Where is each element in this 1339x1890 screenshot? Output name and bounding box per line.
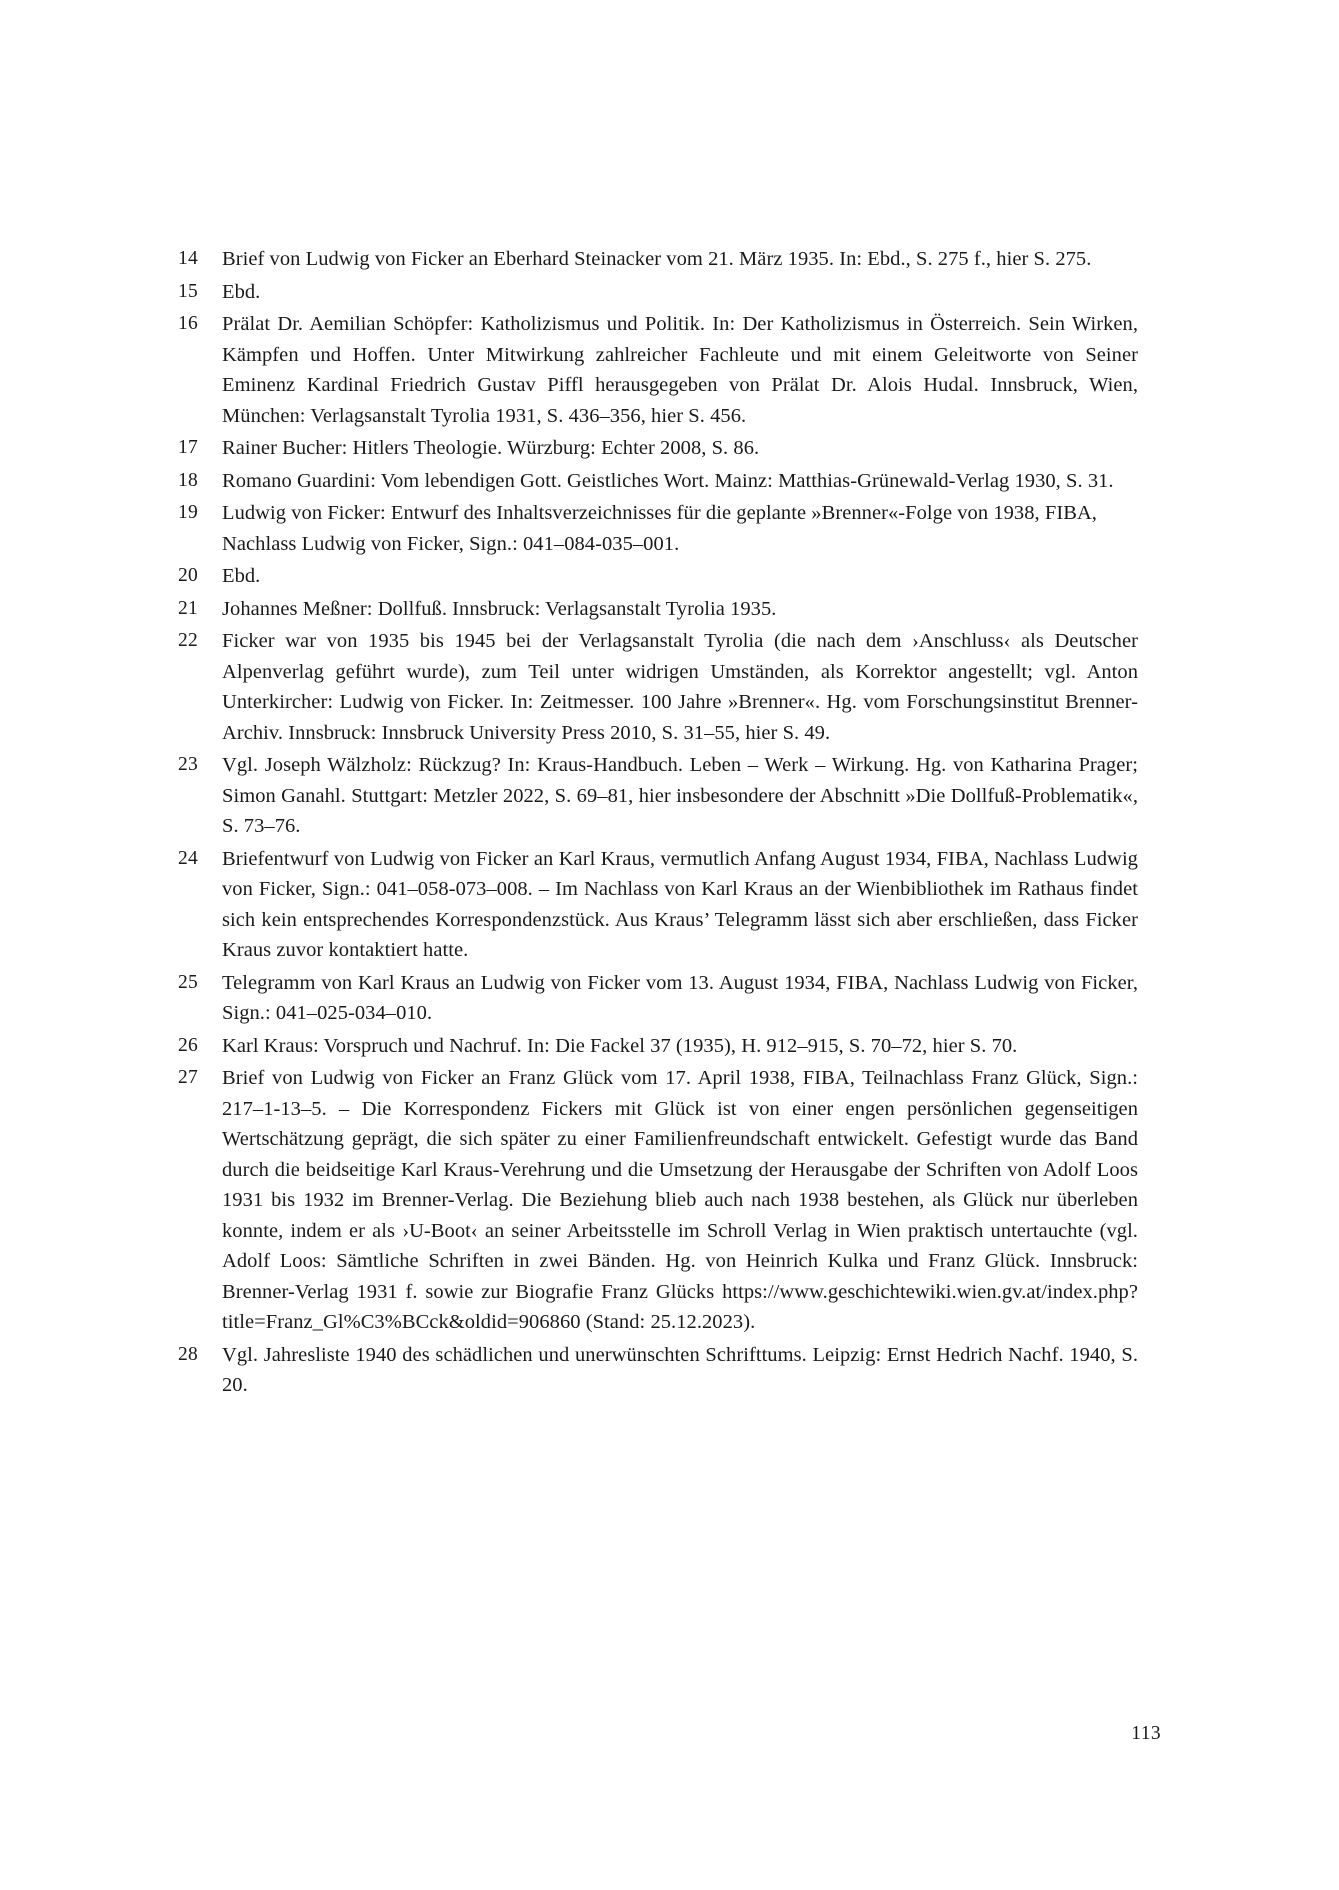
- endnote-number: 27: [178, 1067, 198, 1088]
- endnote-text: Brief von Ludwig von Ficker an Eberhard Steinacker vom 21. März 1935. In: Ebd., S. 275 f., hier S. 275.: [222, 248, 1092, 270]
- endnote-number: 16: [178, 313, 198, 334]
- endnote-item: [178, 309, 1138, 431]
- endnote-number: 23: [178, 754, 198, 775]
- endnote-item: [178, 594, 1138, 625]
- endnote-number: 28: [178, 1343, 198, 1365]
- endnotes-list: [178, 244, 1138, 1403]
- endnote-text: Rainer Bucher: Hitlers Theologie. Würzburg: Echter 2008, S. 86.: [222, 437, 760, 459]
- endnote-number: 19: [178, 502, 198, 523]
- endnote-text: Prälat Dr. Aemilian Schöpfer: Katholizismus und Politik. In: Der Katholizismus in Österreich. Sein Wirken, Kämpfen und Hoffen. Unter Mitwirkung zahlreicher Fachleute und mit einem Geleitworte von Seiner Eminenz Kardinal Friedrich Gustav Piffl herausgegeben von Prälat Dr. Alois Hudal. Innsbruck, Wien, München: Verlagsanstalt Tyrolia 1931, S. 436–356, hier S. 456.: [222, 313, 1138, 427]
- endnote-item: [178, 750, 1138, 842]
- endnote-item: [178, 626, 1138, 748]
- endnote-text: Karl Kraus: Vorspruch und Nachruf. In: Die Fackel 37 (1935), H. 912–915, S. 70–72, hier S. 70.: [222, 1034, 1018, 1057]
- endnote-text: Ficker war von 1935 bis 1945 bei der Verlagsanstalt Tyrolia (die nach dem ›Anschluss‹ als Deutscher Alpenverlag geführt wurde), zum Teil unter widrigen Umständen, als Korrektor angestellt; vgl. Anton Unterkircher: Ludwig von Ficker. In: Zeitmesser. 100 Jahre »Brenner«. Hg. vom Forschungsinstitut Brenner-Archiv. Innsbruck: Innsbruck University Press 2010, S. 31–55, hier S. 49.: [222, 630, 1138, 744]
- endnote-item: [178, 498, 1138, 559]
- endnote-text: Vgl. Joseph Wälzholz: Rückzug? In: Kraus-Handbuch. Leben – Werk – Wirkung. Hg. von Katharina Prager; Simon Ganahl. Stuttgart: Metzler 2022, S. 69–81, hier insbesondere der Abschnitt »Die Dollfuß-Problematik«, S. 73–76.: [222, 754, 1138, 837]
- endnote-text: Romano Guardini: Vom lebendigen Gott. Geistliches Wort. Mainz: Matthias-Grünewald-Verlag 1930, S. 31.: [222, 469, 1114, 492]
- endnote-number: 24: [178, 847, 198, 869]
- endnote-text: Briefentwurf von Ludwig von Ficker an Karl Kraus, vermutlich Anfang August 1934, FIBA, Nachlass Ludwig von Ficker, Sign.: 041–058-073–008. – Im Nachlass von Karl Kraus an der Wienbibliothek im Rathaus findet sich kein entsprechendes Korrespondenzstück. Aus Kraus’ Telegramm lässt sich aber erschließen, dass Ficker Kraus zuvor kontaktiert hatte.: [222, 847, 1138, 961]
- endnote-text: Ebd.: [222, 280, 261, 303]
- endnote-text: Vgl. Jahresliste 1940 des schädlichen und unerwünschten Schrifttums. Leipzig: Ernst Hedrich Nachf. 1940, S. 20.: [222, 1343, 1138, 1396]
- endnote-item: [178, 433, 1138, 464]
- endnote-text: Brief von Ludwig von Ficker an Franz Glück vom 17. April 1938, FIBA, Teilnachlass Franz Glück, Sign.: 217–1-13–5. – Die Korrespondenz Fickers mit Glück ist von einer engen persönlichen gegenseitigen Wertschätzung geprägt, die sich später zu einer Familienfreundschaft entwickelt. Gefestigt wurde das Band durch die beidseitige Karl Kraus-Verehrung und die Umsetzung der Herausgabe der Schriften von Adolf Loos 1931 bis 1932 im Brenner-Verlag. Die Beziehung blieb auch nach 1938 bestehen, als Glück nur überleben konnte, indem er als ›U-Boot‹ an seiner Arbeitsstelle im Schroll Verlag in Wien praktisch untertauchte (vgl. Adolf Loos: Sämtliche Schriften in zwei Bänden. Hg. von Heinrich Kulka und Franz Glück. Innsbruck: Brenner-Verlag 1931 f. sowie zur Biografie Franz Glücks https://www.geschichtewiki.wien.gv.at/index.php?title=Franz_Gl%C3%BCck&oldid=906860 (Stand: 25.12.2023).: [222, 1067, 1138, 1333]
- endnote-number: 15: [178, 280, 198, 302]
- endnote-number: 22: [178, 630, 198, 651]
- endnote-item: [178, 1340, 1138, 1401]
- endnote-item: [178, 277, 1138, 308]
- page-number: 113: [1131, 1723, 1161, 1744]
- endnote-item: [178, 466, 1138, 497]
- endnote-number: 17: [178, 437, 198, 458]
- endnote-item: [178, 244, 1138, 275]
- endnote-item: [178, 844, 1138, 966]
- endnote-text: Ludwig von Ficker: Entwurf des Inhaltsverzeichnisses für die geplante »Brenner«-Folge von 1938, FIBA, Nachlass Ludwig von Ficker, Sign.: 041–084-035–001.: [222, 502, 1097, 555]
- endnote-number: 18: [178, 469, 198, 491]
- endnote-item: [178, 1063, 1138, 1338]
- endnote-item: [178, 968, 1138, 1029]
- endnote-number: 20: [178, 565, 198, 586]
- endnote-number: 14: [178, 248, 198, 269]
- endnote-number: 25: [178, 971, 198, 993]
- endnote-item: [178, 561, 1138, 592]
- endnote-text: Telegramm von Karl Kraus an Ludwig von Ficker vom 13. August 1934, FIBA, Nachlass Ludwig von Ficker, Sign.: 041–025-034–010.: [222, 971, 1138, 1024]
- endnote-text: Ebd.: [222, 565, 261, 587]
- endnote-item: [178, 1031, 1138, 1062]
- endnote-text: Johannes Meßner: Dollfuß. Innsbruck: Verlagsanstalt Tyrolia 1935.: [222, 597, 777, 620]
- endnote-number: 21: [178, 597, 198, 619]
- endnote-number: 26: [178, 1034, 198, 1056]
